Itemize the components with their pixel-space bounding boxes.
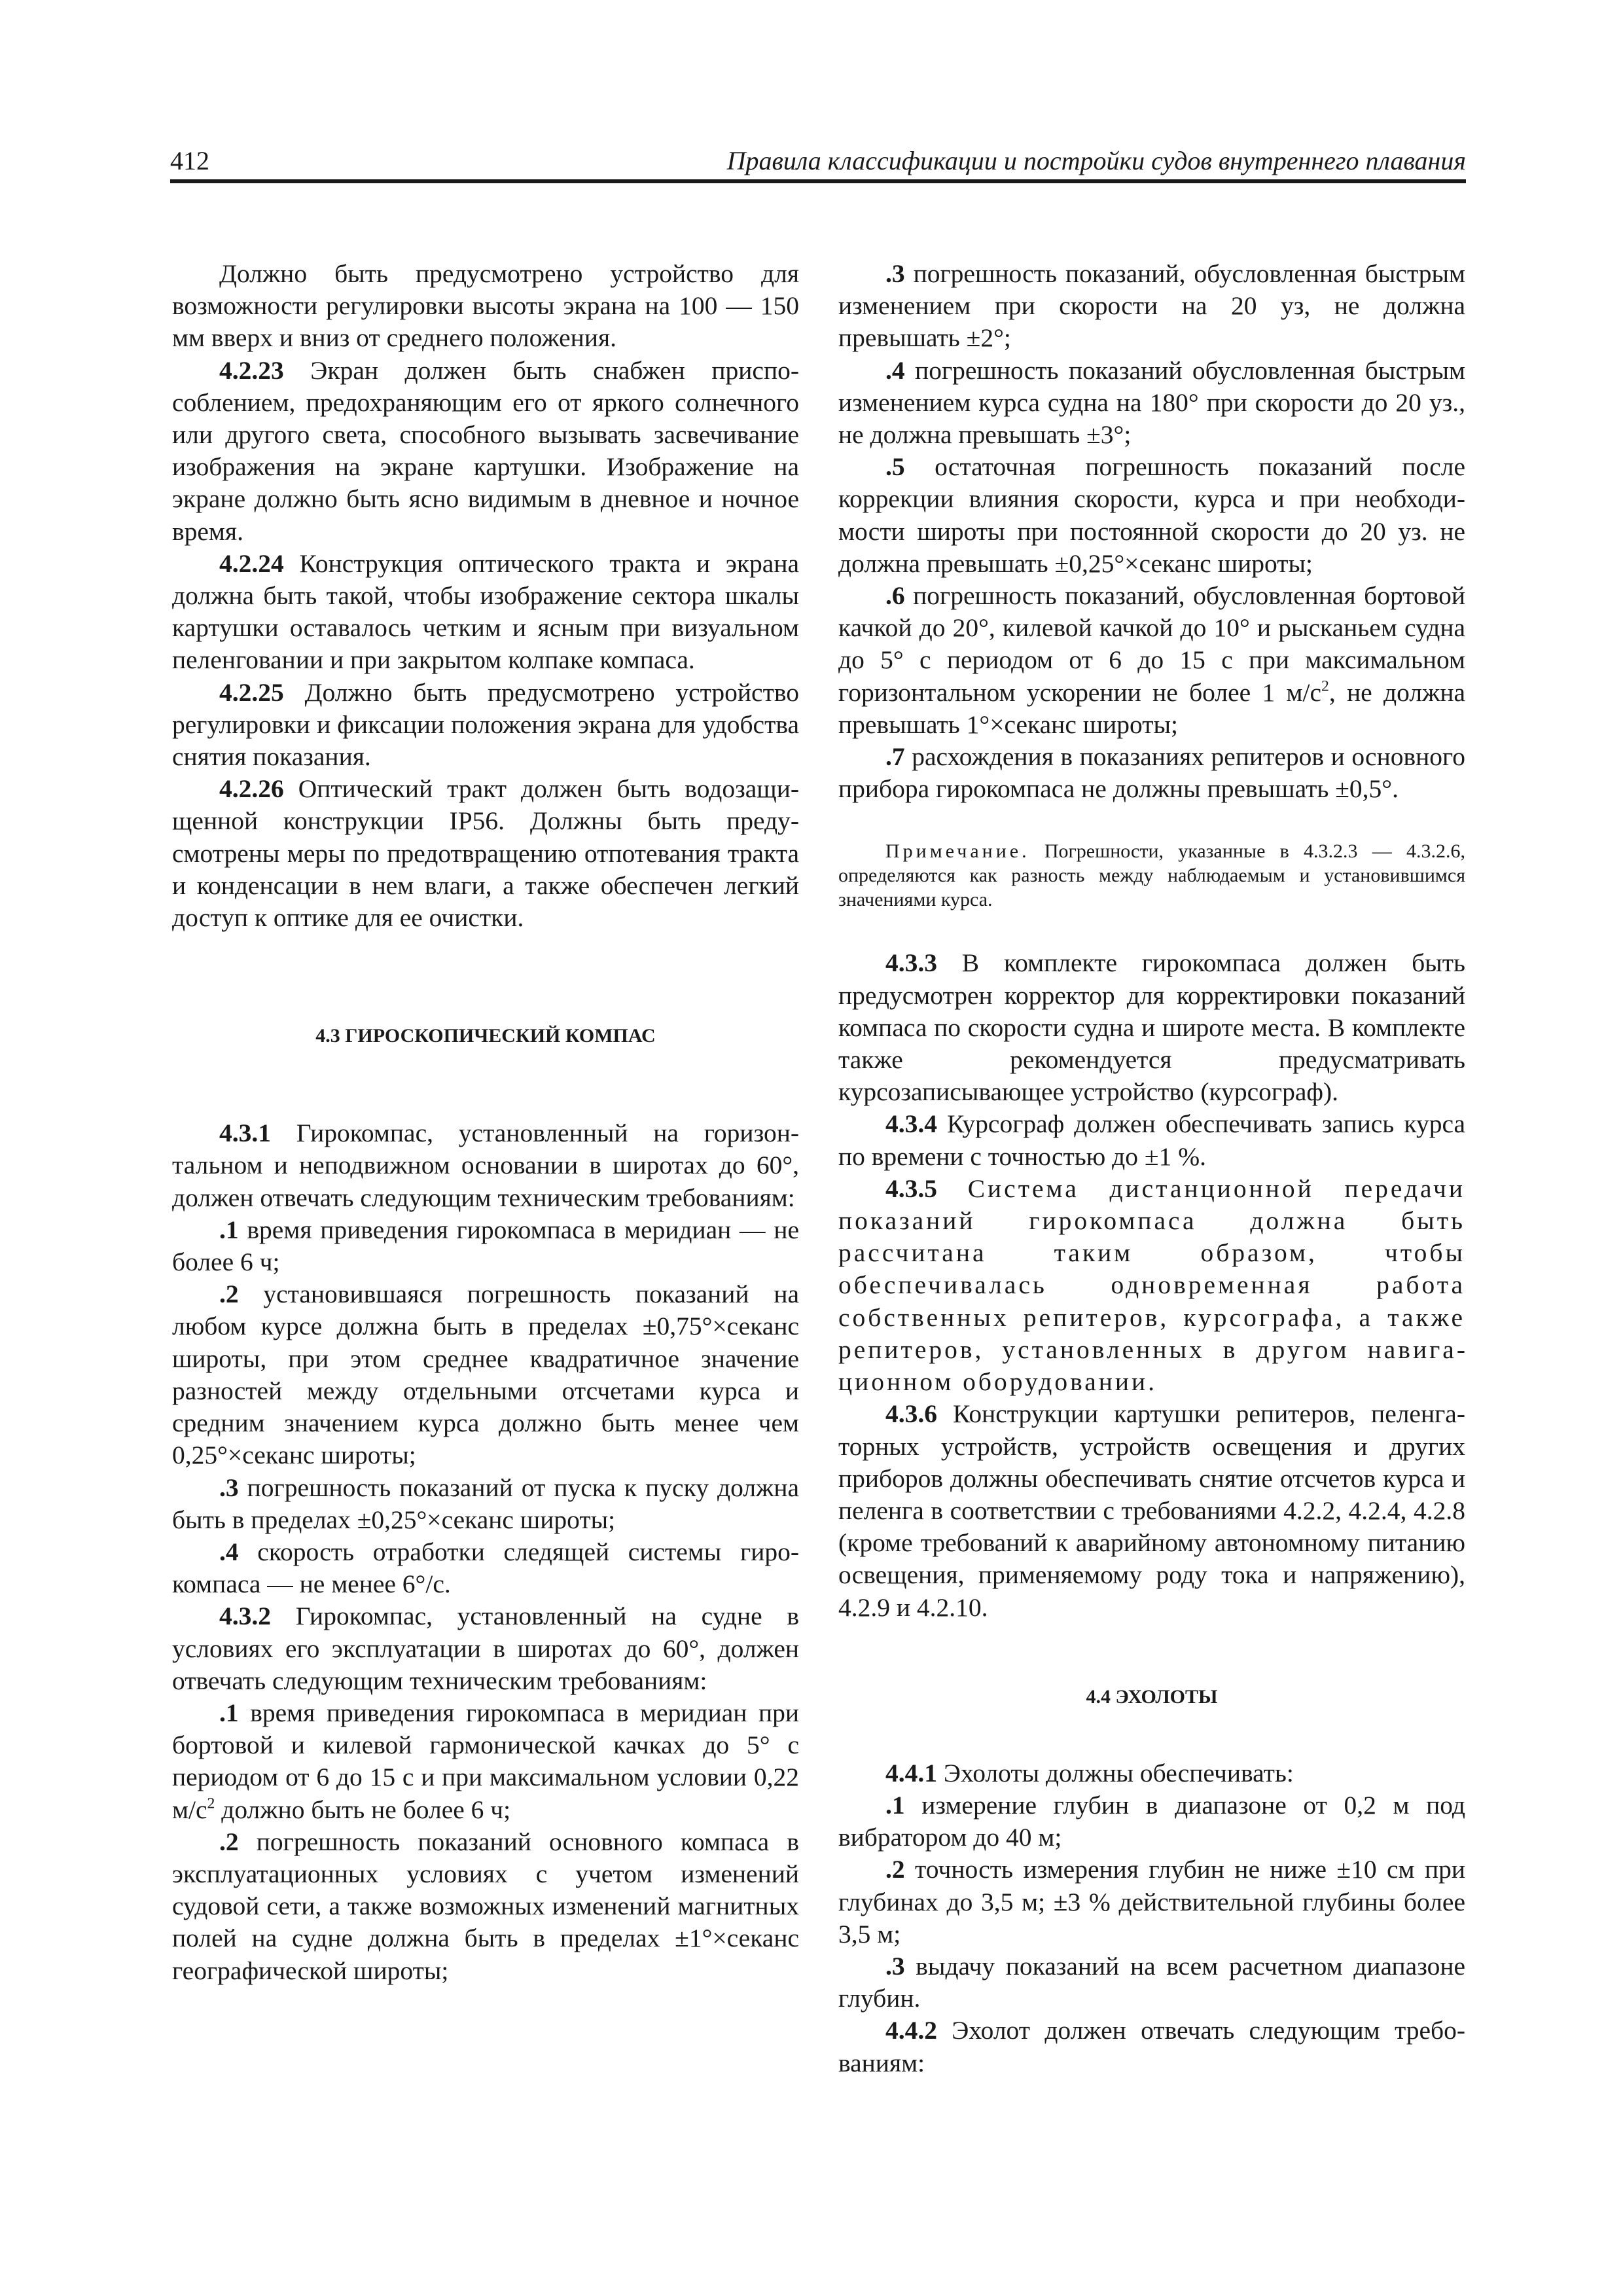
section-heading-4-4: 4.4 ЭХОЛОТЫ (1086, 1685, 1218, 1708)
clause-number: 4.2.25 (219, 677, 284, 707)
right-column (838, 258, 1465, 2079)
section-heading-4-3: 4.3 ГИРОСКОПИЧЕСКИЙ КОМПАС (315, 1025, 656, 1047)
item-number: .4 (885, 355, 905, 385)
list-item: .4 погрешность показаний обусловленная быстрым изменением курса судна на 180° при скорости до 20 уз., не должна превышать ±3°; (838, 355, 1465, 450)
list-item: .1 измерение глубин в диапазоне от 0,2 м под вибратором до 40 м; (838, 1790, 1465, 1852)
list-item: .2 установившаяся погрешность показаний на любом курсе должна быть в пределах ±0,75°×секанс широты, при этом среднее квадратичное значение разностей между отдельными отсчетами курса и средним значением курса должно быть менее чем 0,25°×секанс широты; (172, 1280, 799, 1470)
item-number: .4 (219, 1537, 239, 1566)
paragraph-4-2-23: 4.2.23 Экран должен быть снабжен приспособлением, предохраняющим его от яркого солнечного или другого света, способного вызывать засвечивание изображения на экране картушки. Изображение на экране должно быть ясно видимым в дневное и ночное время. (172, 355, 799, 546)
item-number: .1 (885, 1790, 905, 1820)
clause-number: 4.3.5 (885, 1174, 937, 1203)
page-header (170, 145, 1466, 183)
list-item: .3 погрешность показаний, обусловленная быстрым изменением при скорости на 20 уз, не должна превышать ±2°; (838, 259, 1465, 353)
clause-number: 4.4.2 (885, 2016, 937, 2045)
clause-number: 4.2.23 (219, 355, 284, 385)
paragraph-4-3-3: 4.3.3 В комплекте гирокомпаса должен быть предусмотрен корректор для корректировки показаний компаса по скорости судна и широте места. В комплекте также рекомендуется предусматривать курсозаписывающее устройство (курсограф). (838, 948, 1465, 1107)
list-item: .4 скорость отработки следящей системы гирокомпаса — не менее 6°/с. (172, 1537, 799, 1599)
list-item: .6 погрешность показаний, обусловленная бортовой качкой до 20°, килевой качкой до 10° и рысканьем судна до 5° с периодом от 6 до 15 с при максимальном горизонтальном ускорении не более 1 $м/с^2$, не должна превышать 1°×секанс широты; (838, 581, 1465, 739)
item-number: .1 (219, 1698, 239, 1727)
list-item: .2 точность измерения глубин не ниже ±10 см при глубинах до 3,5 м; ±3 % действительной глубины более 3,5 м; (838, 1855, 1465, 1948)
item-number: .1 (219, 1215, 239, 1244)
paragraph-4-2-26: 4.2.26 Оптический тракт должен быть водозащищенной конструкции IP56. Должны быть предусмотрены меры по предотвращению отпотевания тракта и конденсации в нем влаги, а также обеспечен легкий доступ к оптике для ее очистки. (172, 774, 799, 933)
paragraph-4-3-2: 4.3.2 Гирокомпас, установленный на судне в условиях его эксплуатации в широтах до 60°, должен отвечать следующим техническим требованиям: (172, 1602, 799, 1695)
item-number: .6 (885, 581, 905, 611)
paragraph-4-2-24: 4.2.24 Конструкция оптического тракта и экрана должна быть такой, чтобы изображение сектора шкалы картушки оставалось четким и ясным при визуальном пеленговании и при закрытом колпаке компаса. (172, 548, 799, 675)
list-item: .1 время приведения гирокомпаса в меридиан при бортовой и килевой гармонической качках до 5° с периодом от 6 до 15 с и при максимальном условии 0,22 $м/с^2$ должно быть не более 6 ч; (172, 1698, 799, 1824)
clause-number: 4.3.6 (885, 1399, 937, 1429)
paragraph-4-3-4: 4.3.4 Курсограф должен обеспечивать запись курса по времени с точностью до ±1 %. (838, 1109, 1465, 1171)
item-number: .2 (885, 1855, 905, 1884)
clause-number: 4.3.3 (885, 948, 937, 978)
paragraph: Должно быть предусмотрено устройство для возможности регулировки высоты экрана на 100 — 150 мм вверх и вниз от среднего положения. (172, 259, 799, 353)
item-number: .3 (885, 259, 905, 288)
list-item: .3 выдачу показаний на всем расчетном диапазоне глубин. (838, 1951, 1465, 2013)
list-item: .1 время приведения гирокомпаса в меридиан — не более 6 ч; (172, 1215, 799, 1277)
paragraph-4-2-25: 4.2.25 Должно быть предусмотрено устройство регулировки и фиксации положения экрана для удобства снятия показания. (172, 677, 799, 772)
clause-number: 4.3.1 (219, 1119, 271, 1148)
paragraph-4-3-6: 4.3.6 Конструкции картушки репитеров, пеленгаторных устройств, устройств освещения и других приборов должны обеспечивать снятие отсчетов курса и пеленга в соответствии с требованиями 4.2.2, 4.2.4, 4.2.8 (кроме требований к аварийному автономному питанию освещения, применяемому роду тока и напряжению), 4.2.9 и 4.2.10. (838, 1399, 1465, 1622)
list-item: .2 погрешность показаний основного компаса в эксплуатационных условиях с учетом изменений судовой сети, а также возможных изменений магнитных полей на судне должна быть в пределах ±1°×секанс географической широты; (172, 1827, 799, 1985)
list-item: .7 расхождения в показаниях репитеров и основного прибора гирокомпаса не должны превышать ±0,5°. (838, 742, 1465, 804)
item-number: .3 (219, 1473, 239, 1502)
paragraph-4-3-1: 4.3.1 Гирокомпас, установленный на горизонтальном и неподвижном основании в широтах до 60°, должен отвечать следующим техническим требованиям: (172, 1119, 799, 1212)
list-item: .3 погрешность показаний от пуска к пуску должна быть в пределах ±0,25°×секанс широты; (172, 1473, 799, 1534)
list-item: .5 остаточная погрешность показаний после коррекции влияния скорости, курса и при необходимости широты при постоянной скорости до 20 уз. не должна превышать ±0,25°×секанс широты; (838, 452, 1465, 578)
item-number: .7 (885, 742, 905, 772)
paragraph-4-4-2: 4.4.2 Эхолот должен отвечать следующим требованиям: (838, 2016, 1465, 2077)
item-number: .2 (219, 1280, 239, 1309)
clause-number: 4.4.1 (885, 1758, 937, 1787)
item-number: .2 (219, 1827, 239, 1856)
item-number: .3 (885, 1951, 905, 1981)
clause-number: 4.2.26 (219, 774, 284, 804)
note: Примечание. Погрешности, указанные в 4.3.2.3 — 4.3.2.6, определяются как разность между наблюдаемым и установившимся значениями курса. (838, 840, 1465, 911)
left-column (172, 258, 799, 1987)
paragraph-4-3-5: 4.3.5 Система дистанционной передачи показаний гирокомпаса должна быть рассчитана таким образом, чтобы обеспечивалась одновременная работа собственных репитеров, курсографа, а также репитеров, установленных в другом навигационном оборудовании. (838, 1174, 1465, 1397)
clause-number: 4.3.2 (219, 1602, 271, 1631)
paragraph-4-4-1: 4.4.1 Эхолоты должны обеспечивать: (885, 1758, 1294, 1787)
clause-number: 4.2.24 (219, 548, 284, 578)
note-label: Примечание. (885, 840, 1030, 863)
item-number: .5 (885, 452, 905, 482)
clause-number: 4.3.4 (885, 1109, 937, 1139)
running-title: Правила классификации и постройки судов внутреннего плавания (726, 146, 1466, 175)
page-number: 412 (170, 146, 209, 175)
